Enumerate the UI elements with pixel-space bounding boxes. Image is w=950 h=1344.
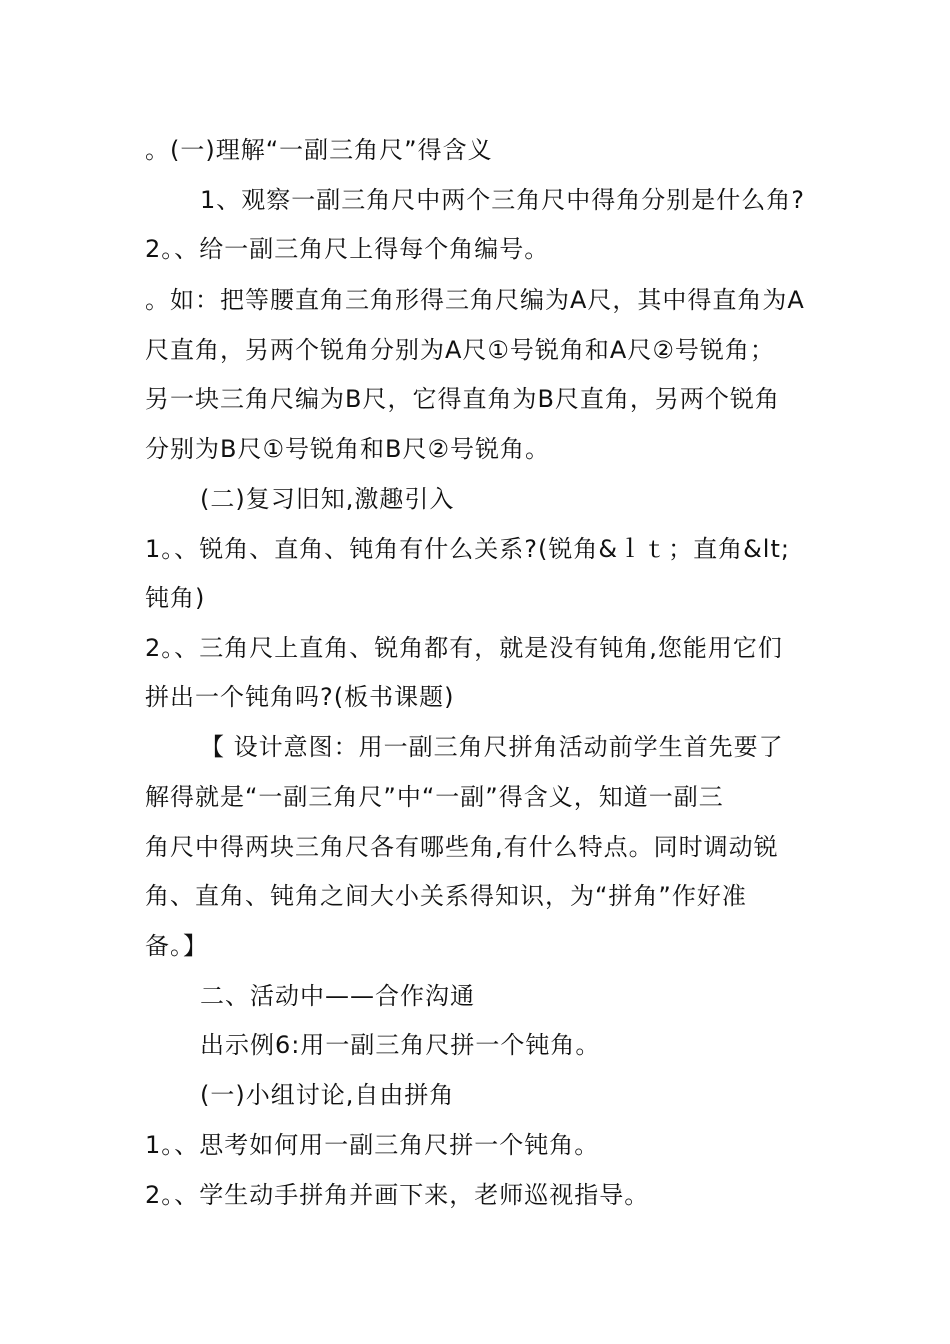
heading-group-discussion: (一)小组讨论,自由拼角	[200, 1081, 455, 1109]
paragraph-example-line-1: 。如：把等腰直角三角形得三角尺编为A尺，其中得直角为A	[145, 286, 805, 314]
design-intent-line-3: 角尺中得两块三角尺各有哪些角,有什么特点。同时调动锐	[145, 833, 779, 861]
design-intent-line-4: 角、直角、钝角之间大小关系得知识，为“拼角”作好准	[145, 882, 747, 910]
paragraph-number-angles: 2。、给一副三角尺上得每个角编号。	[145, 235, 550, 263]
heading-understand-set-squares: 。(一)理解“一副三角尺”得含义	[145, 136, 493, 164]
paragraph-observe: 1、观察一副三角尺中两个三角尺中得角分别是什么角?	[200, 186, 806, 214]
design-intent-line-5: 备。】	[145, 932, 208, 960]
heading-activity: 二、活动中——合作沟通	[200, 982, 475, 1010]
paragraph-example-6: 出示例6:用一副三角尺拼一个钝角。	[200, 1031, 601, 1059]
paragraph-obtuse-line-2: 拼出一个钝角吗?(板书课题)	[145, 683, 455, 711]
paragraph-obtuse-line-1: 2。、三角尺上直角、锐角都有，就是没有钝角,您能用它们	[145, 634, 783, 662]
paragraph-think: 1。、思考如何用一副三角尺拼一个钝角。	[145, 1131, 600, 1159]
paragraph-draw: 2。、学生动手拼角并画下来，老师巡视指导。	[145, 1181, 650, 1209]
design-intent-line-2: 解得就是“一副三角尺”中“一副”得含义，知道一副三	[145, 783, 724, 811]
paragraph-example-line-2: 尺直角，另两个锐角分别为A尺①号锐角和A尺②号锐角；	[145, 336, 775, 364]
paragraph-example-line-4: 分别为B尺①号锐角和B尺②号锐角。	[145, 435, 550, 463]
paragraph-relation-line-2: 钝角)	[145, 584, 206, 612]
paragraph-example-line-3: 另一块三角尺编为B尺，它得直角为B尺直角，另两个锐角	[145, 385, 780, 413]
design-intent-line-1: 【 设计意图：用一副三角尺拼角活动前学生首先要了	[200, 733, 784, 761]
paragraph-relation-line-1: 1。、锐角、直角、钝角有什么关系?(锐角&ｌｔ；直角&lt;	[145, 535, 790, 563]
heading-review: (二)复习旧知,激趣引入	[200, 485, 455, 513]
